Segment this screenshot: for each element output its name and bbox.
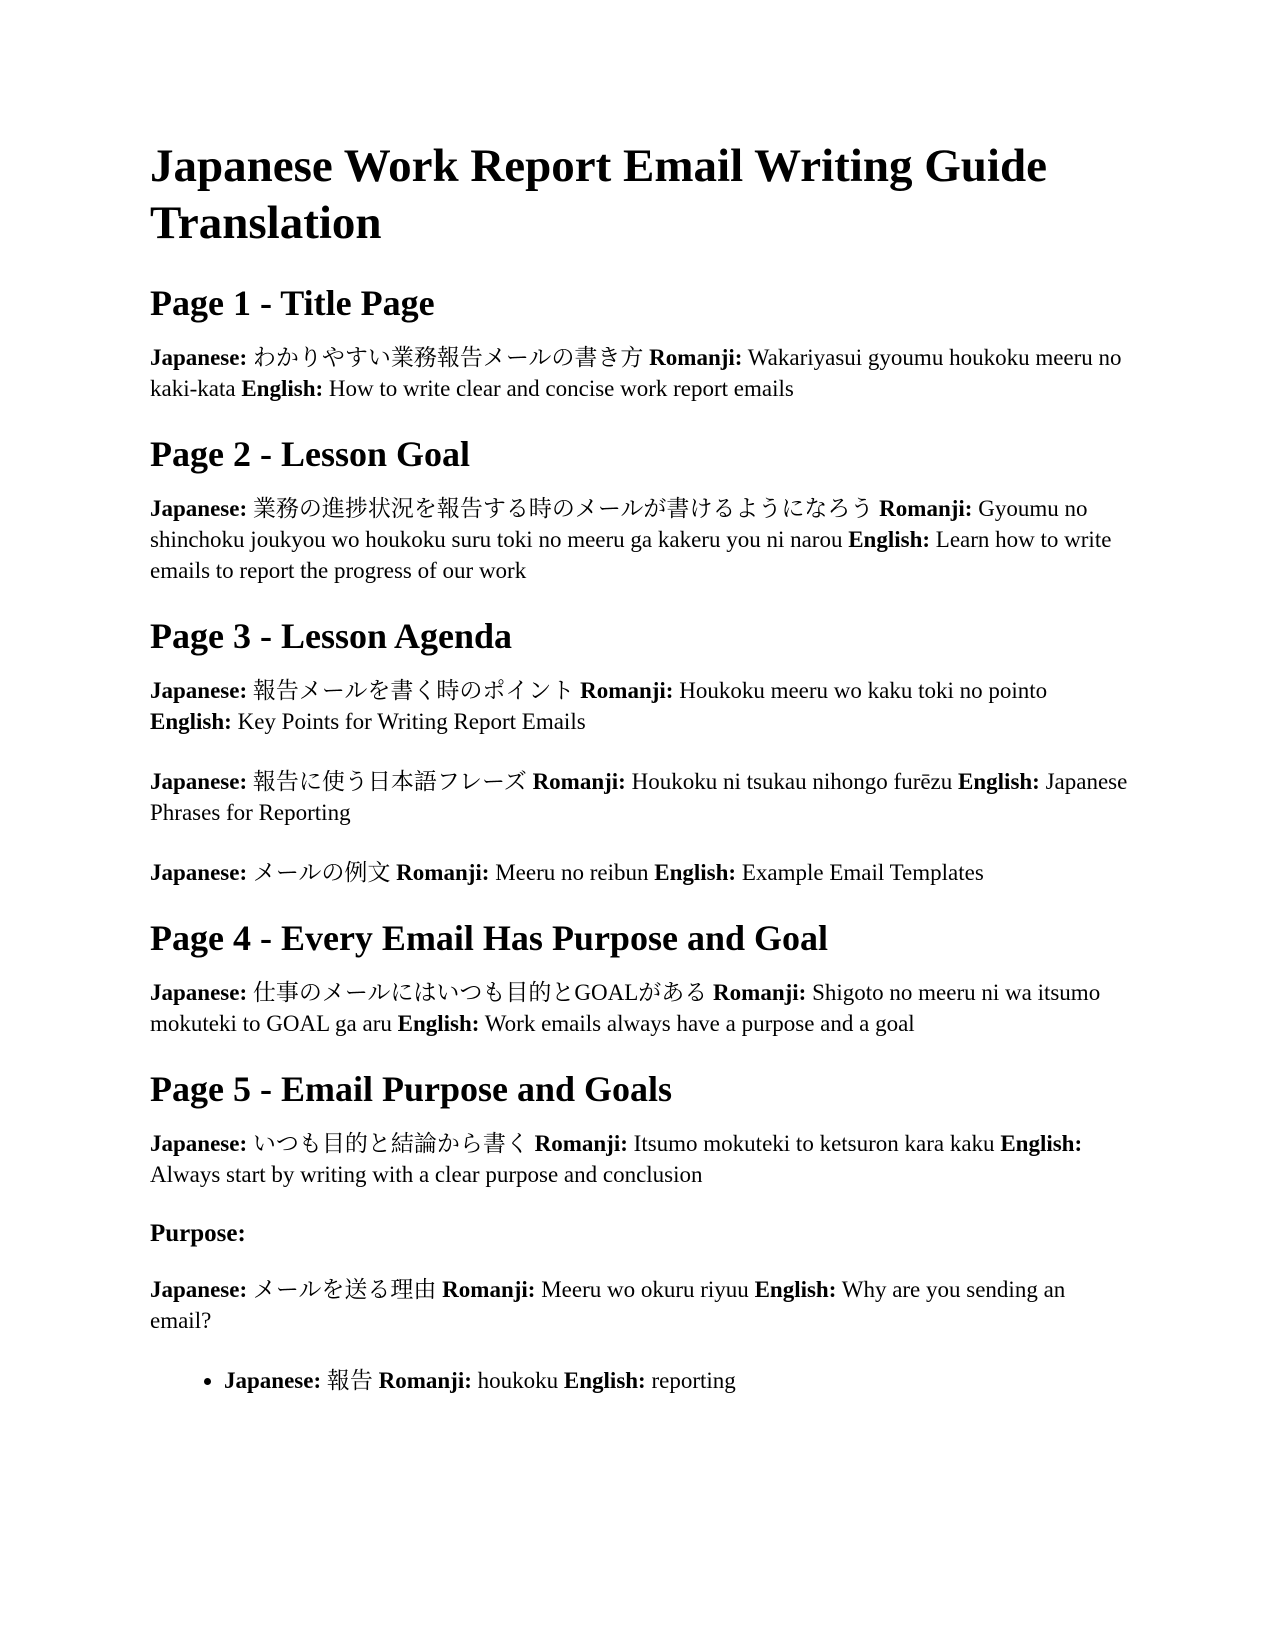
- romanji-label: Romanji:: [580, 678, 674, 703]
- section: [150, 1068, 1130, 1396]
- japanese-text: 仕事のメールにはいつも目的とGOALがある: [252, 980, 708, 1005]
- romanji-text: Meeru no reibun: [495, 860, 649, 885]
- english-text: Example Email Templates: [741, 860, 984, 885]
- romanji-text: Gyoumu no shinchoku joukyou wo houkoku suru toki no meeru ga kakeru you ni narou: [150, 496, 1088, 552]
- japanese-label: Japanese:: [150, 1131, 248, 1156]
- japanese-text: いつも目的と結論から書く: [252, 1131, 529, 1156]
- english-text: How to write clear and concise work report emails: [328, 376, 794, 401]
- romanji-label: Romanji:: [713, 980, 807, 1005]
- english-text: Learn how to write emails to report the progress of our work: [150, 527, 1112, 583]
- section: [150, 917, 1130, 1039]
- japanese-label: Japanese:: [150, 345, 248, 370]
- document-title: Japanese Work Report Email Writing Guide Translation: [150, 140, 1047, 249]
- romanji-label: Romanji:: [879, 496, 973, 521]
- translation-entry: [150, 675, 1130, 737]
- japanese-text: 報告メールを書く時のポイント: [252, 678, 575, 703]
- romanji-text: Itsumo mokuteki to ketsuron kara kaku: [633, 1131, 995, 1156]
- romanji-label: Romanji:: [649, 345, 743, 370]
- section: [150, 433, 1130, 586]
- english-label: English:: [241, 376, 324, 401]
- romanji-label: Romanji:: [534, 1131, 628, 1156]
- translation-entry: [150, 857, 1130, 888]
- romanji-label: Romanji:: [378, 1368, 472, 1393]
- japanese-text: 業務の進捗状況を報告する時のメールが書けるようになろう: [252, 496, 874, 521]
- romanji-text: Shigoto no meeru ni wa itsumo mokuteki to GOAL ga aru: [150, 980, 1101, 1036]
- japanese-label: Japanese:: [150, 769, 248, 794]
- section-heading: Page 2 - Lesson Goal: [150, 434, 470, 474]
- japanese-text: 報告に使う日本語フレーズ: [252, 769, 527, 794]
- english-text: Why are you sending an email?: [150, 1277, 1066, 1333]
- english-label: English:: [654, 860, 737, 885]
- japanese-label: Japanese:: [150, 1277, 248, 1302]
- japanese-text: わかりやすい業務報告メールの書き方: [252, 345, 644, 370]
- romanji-text: houkoku: [477, 1368, 559, 1393]
- section: [150, 282, 1130, 404]
- japanese-label: Japanese:: [150, 496, 248, 521]
- english-label: English:: [150, 709, 232, 734]
- romanji-text: Houkoku ni tsukau nihongo furēzu: [631, 769, 953, 794]
- romanji-text: Meeru wo okuru riyuu: [541, 1277, 749, 1302]
- japanese-text: メールを送る理由: [252, 1277, 437, 1302]
- japanese-text: メールの例文: [252, 860, 391, 885]
- japanese-label: Japanese:: [150, 980, 248, 1005]
- english-label: English:: [848, 527, 931, 552]
- romanji-text: Houkoku meeru wo kaku toki no pointo: [679, 678, 1048, 703]
- section: [150, 615, 1130, 888]
- english-text: Japanese Phrases for Reporting: [150, 769, 1128, 825]
- section-heading: Page 5 - Email Purpose and Goals: [150, 1069, 673, 1109]
- romanji-label: Romanji:: [396, 860, 490, 885]
- english-text: Key Points for Writing Report Emails: [237, 709, 586, 734]
- japanese-text: 報告: [326, 1368, 373, 1393]
- english-label: English:: [958, 769, 1040, 794]
- translation-entry: [150, 342, 1130, 404]
- english-label: English:: [1000, 1131, 1083, 1156]
- section-heading: Page 3 - Lesson Agenda: [150, 616, 513, 656]
- japanese-label: Japanese:: [224, 1368, 322, 1393]
- translation-entry: [150, 1128, 1130, 1190]
- section-heading: Page 1 - Title Page: [150, 283, 435, 323]
- japanese-label: Japanese:: [150, 678, 248, 703]
- english-text: Work emails always have a purpose and a goal: [484, 1011, 915, 1036]
- english-label: English:: [754, 1277, 837, 1302]
- english-label: English:: [563, 1368, 646, 1393]
- translation-entry: [150, 1274, 1130, 1336]
- translation-entry: [150, 766, 1130, 828]
- translation-entry: [150, 977, 1130, 1039]
- japanese-label: Japanese:: [150, 860, 248, 885]
- sections-container: [150, 282, 1130, 1396]
- romanji-label: Romanji:: [442, 1277, 536, 1302]
- romanji-text: Wakariyasui gyoumu houkoku meeru no kaki-kata: [150, 345, 1122, 401]
- bullet-entry: [224, 1365, 1130, 1396]
- subheading: Purpose:: [150, 1220, 246, 1247]
- romanji-label: Romanji:: [532, 769, 626, 794]
- translation-entry: [150, 493, 1130, 586]
- document-page: [150, 138, 1130, 1396]
- bullet-list: [150, 1365, 1130, 1396]
- english-text: reporting: [651, 1368, 736, 1393]
- section-heading: Page 4 - Every Email Has Purpose and Goal: [150, 918, 828, 958]
- english-label: English:: [397, 1011, 480, 1036]
- english-text: Always start by writing with a clear purpose and conclusion: [150, 1162, 703, 1187]
